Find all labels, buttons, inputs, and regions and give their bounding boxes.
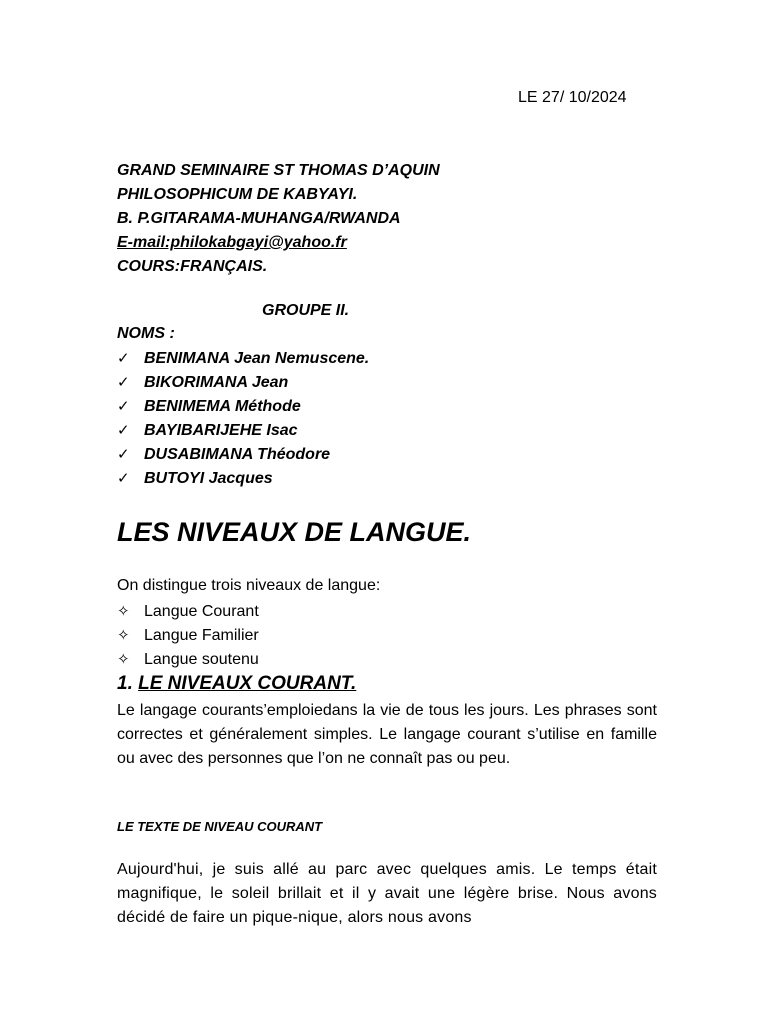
level-label: Langue Courant (144, 603, 259, 620)
institution-name: GRAND SEMINAIRE ST THOMAS D’AQUIN (117, 162, 440, 179)
document-date: LE 27/ 10/2024 (518, 89, 627, 106)
document-title: LES NIVEAUX DE LANGUE. (117, 517, 472, 547)
sample-text-paragraph: Aujourd'hui, je suis allé au parc avec quelques amis. Le temps était magnifique, le soleil brillait et il y avait une légère brise. Nous avons décidé de faire un pique-nique, alors nous avons (117, 861, 657, 926)
list-item (117, 467, 369, 491)
postal-address: B. P.GITARAMA-MUHANGA/RWANDA (117, 210, 401, 227)
list-item (117, 395, 369, 419)
language-levels-list (117, 600, 259, 672)
member-name: BIKORIMANA Jean (144, 374, 289, 391)
list-item (117, 648, 259, 672)
member-name: BAYIBARIJEHE Isac (144, 422, 298, 439)
institution-subname: PHILOSOPHICUM DE KABYAYI. (117, 186, 358, 203)
checkmark-icon: ✓ (117, 374, 130, 391)
intro-text: On distingue trois niveaux de langue: (117, 577, 381, 594)
member-name: BENIMANA Jean Nemuscene. (144, 350, 370, 367)
member-list (117, 347, 369, 491)
member-name: DUSABIMANA Théodore (144, 446, 331, 463)
group-title: GROUPE II. (262, 302, 350, 319)
level-label: Langue soutenu (144, 651, 259, 668)
list-item (117, 443, 369, 467)
section-number: 1. (117, 673, 139, 694)
star-bullet-icon: ✧ (117, 627, 130, 644)
course-label: COURS:FRANÇAIS. (117, 258, 268, 275)
section-heading (117, 673, 356, 695)
checkmark-icon: ✓ (117, 398, 130, 415)
section-paragraph: Le langage courants’emploiedans la vie de tous les jours. Les phrases sont correctes et généralement simples. Le langage courant s’utilise en famille ou avec des personnes que l’on ne connaît pas ou peu. (117, 702, 657, 767)
list-item (117, 419, 369, 443)
checkmark-icon: ✓ (117, 446, 130, 463)
checkmark-icon: ✓ (117, 470, 130, 487)
member-name: BENIMEMA Méthode (144, 398, 301, 415)
star-bullet-icon: ✧ (117, 603, 130, 620)
list-item (117, 600, 259, 624)
star-bullet-icon: ✧ (117, 651, 130, 668)
checkmark-icon: ✓ (117, 350, 130, 367)
list-item (117, 624, 259, 648)
email-link[interactable]: E-mail:philokabgayi@yahoo.fr (117, 234, 347, 251)
names-label: NOMS : (117, 325, 175, 342)
section-title: LE NIVEAUX COURANT. (138, 673, 357, 694)
checkmark-icon: ✓ (117, 422, 130, 439)
member-name: BUTOYI Jacques (144, 470, 273, 487)
list-item (117, 347, 369, 371)
text-subheading: LE TEXTE DE NIVEAU COURANT (117, 819, 323, 834)
level-label: Langue Familier (144, 627, 259, 644)
list-item (117, 371, 369, 395)
